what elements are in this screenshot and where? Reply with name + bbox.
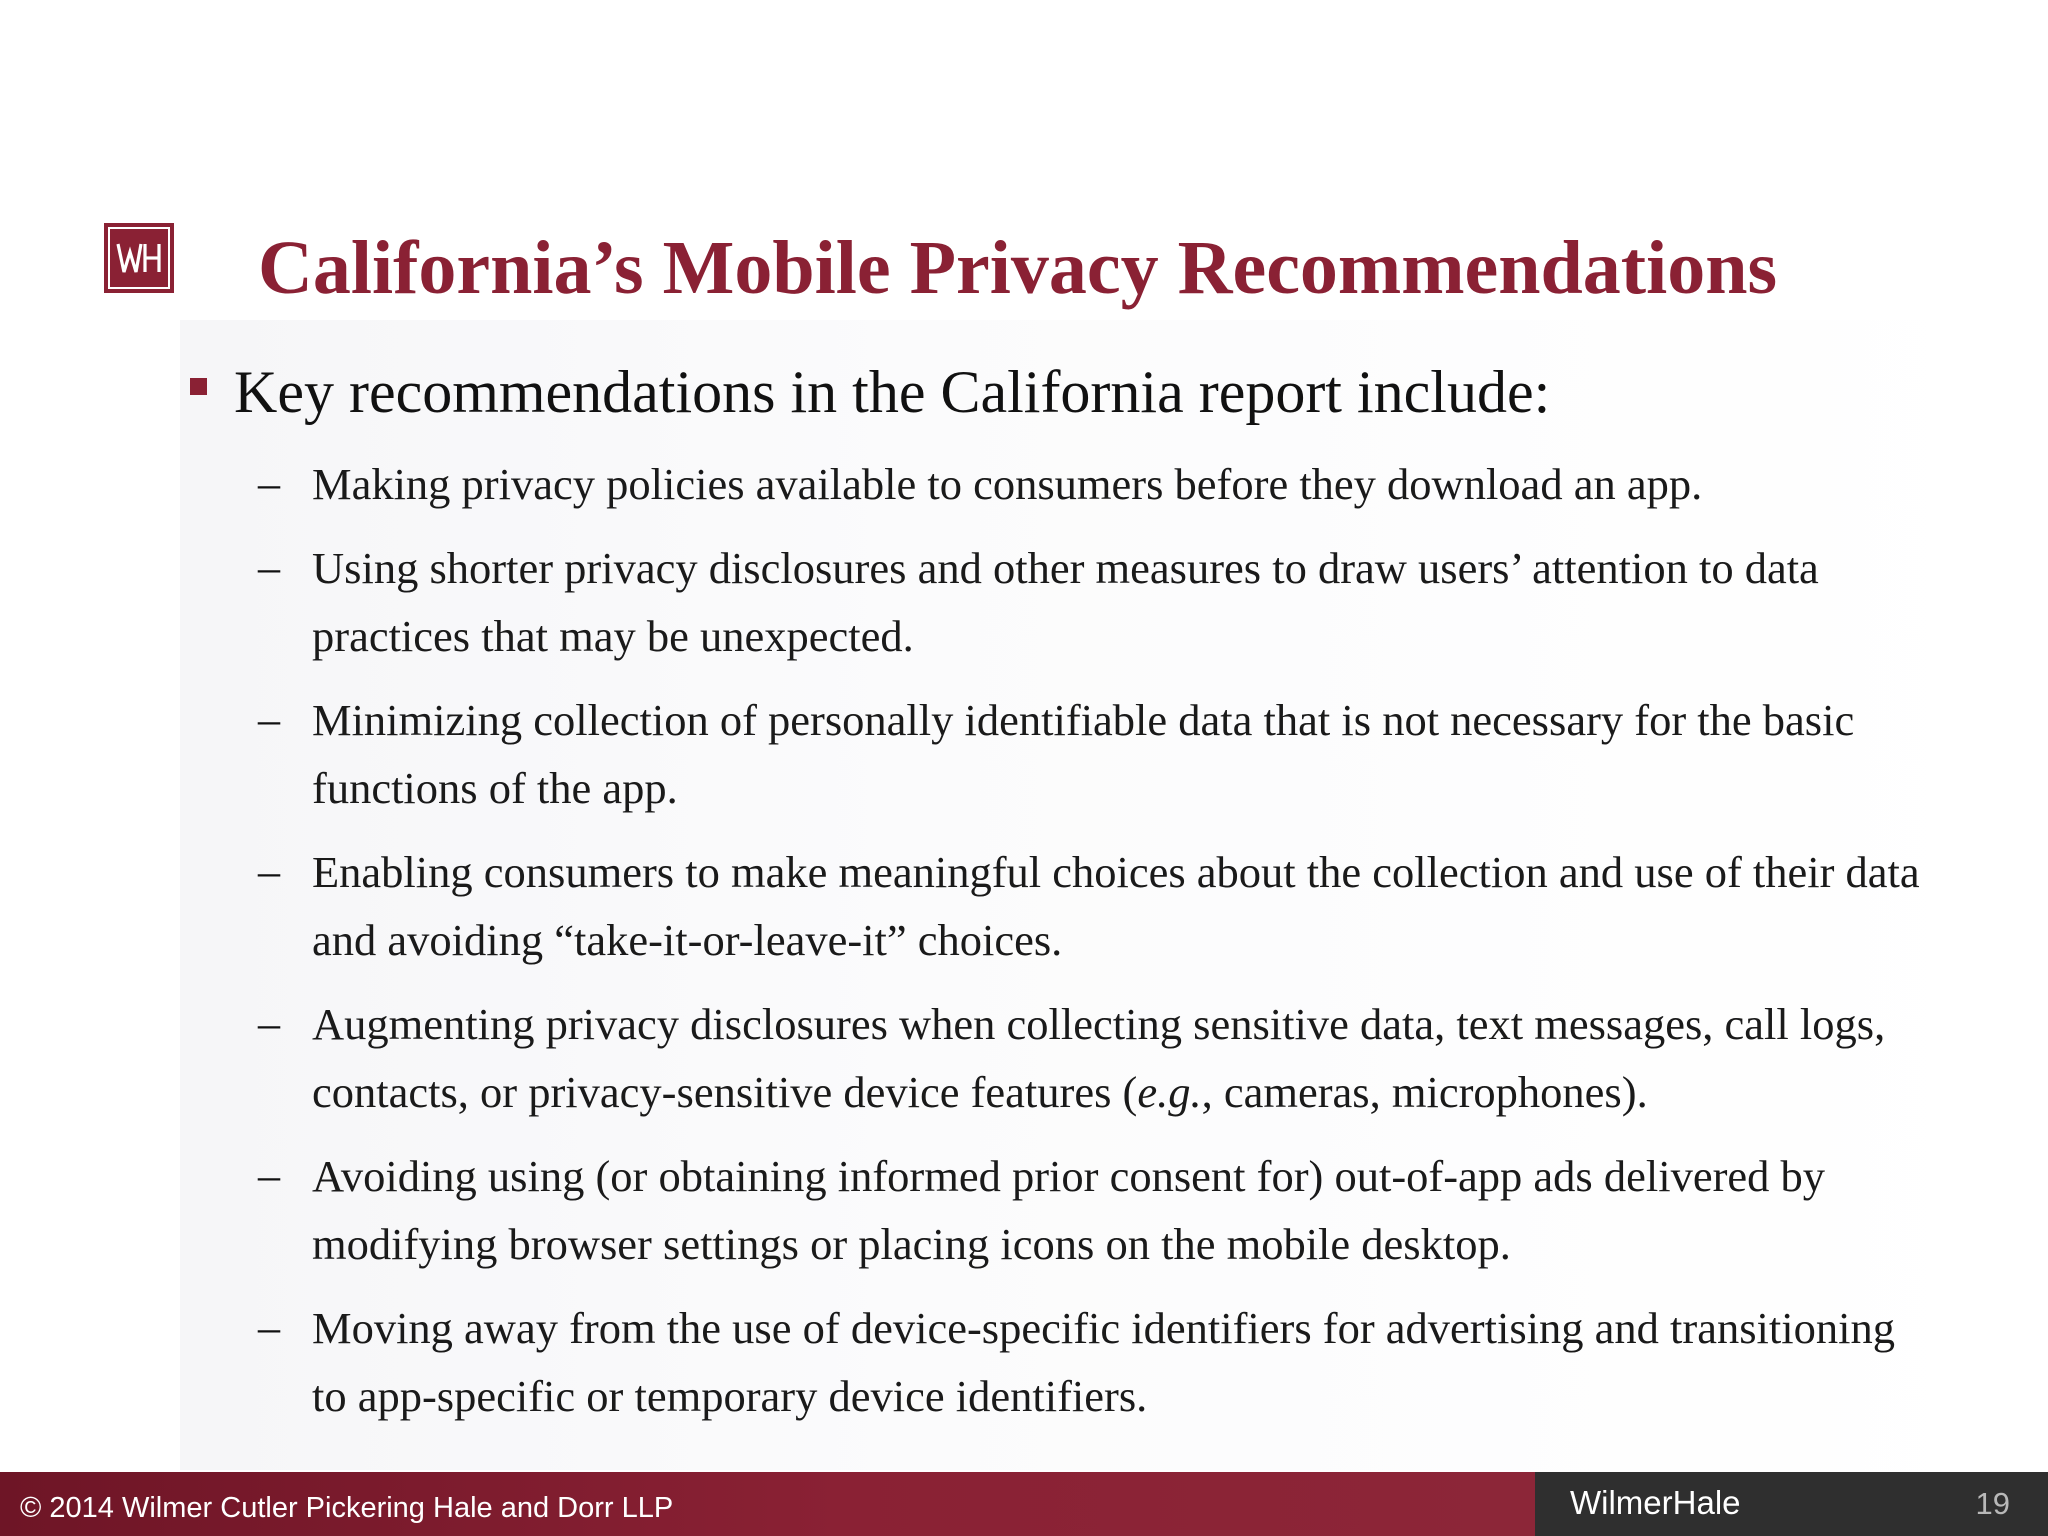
brand-name: WilmerHale [1570, 1484, 1741, 1521]
dash-bullet: – [258, 459, 280, 508]
list-item-italic: e.g. [1137, 1067, 1202, 1117]
list-item-text: Avoiding using (or obtaining informed prior consent for) out-of-app ads delivered by modifying browser settings or placing icons on the mobile desktop. [312, 1151, 1826, 1269]
list-item-text: Moving away from the use of device-specific identifiers for advertising and transitioning to app-specific or temporary device identifiers. [312, 1303, 1895, 1421]
recommendations-list [258, 450, 1938, 1446]
footer-brand-bar [1535, 1472, 2048, 1536]
list-item-text [312, 990, 1938, 1126]
main-bullet-text: Key recommendations in the California report include: [234, 359, 1551, 425]
list-item [258, 686, 1938, 822]
wh-logo-icon [104, 223, 174, 293]
dash-bullet: – [258, 543, 280, 592]
list-item [258, 1294, 1938, 1430]
list-item [258, 534, 1938, 670]
footer [0, 1472, 2048, 1536]
square-bullet-icon [190, 378, 207, 395]
dash-bullet: – [258, 695, 280, 744]
dash-bullet: – [258, 999, 280, 1048]
list-item [258, 838, 1938, 974]
list-item-text: Minimizing collection of personally identifiable data that is not necessary for the basic functions of the app. [312, 695, 1855, 813]
list-item [258, 1142, 1938, 1278]
page-number: 19 [1975, 1486, 2010, 1521]
dash-bullet: – [258, 1151, 280, 1200]
list-item-text: Making privacy policies available to consumers before they download an app. [312, 459, 1703, 509]
copyright-text: © 2014 Wilmer Cutler Pickering Hale and Dorr LLP [20, 1491, 674, 1524]
slide-title: California’s Mobile Privacy Recommendations [258, 226, 1778, 310]
wh-monogram-icon [114, 238, 164, 278]
main-bullet [190, 352, 1550, 432]
footer-copyright-bar [0, 1472, 1535, 1536]
list-item-text: Enabling consumers to make meaningful choices about the collection and use of their data and avoiding “take-it-or-leave-it” choices. [312, 847, 1920, 965]
list-item [258, 450, 1938, 518]
list-item-text-part: Augmenting privacy disclosures when collecting sensitive data, text messages, call logs, contacts, or privacy-sensitive device features ( [312, 999, 1886, 1117]
list-item-text: Using shorter privacy disclosures and other measures to draw users’ attention to data practices that may be unexpected. [312, 543, 1819, 661]
list-item-text-part: , cameras, microphones). [1201, 1067, 1648, 1117]
list-item [258, 990, 1938, 1126]
dash-bullet: – [258, 1303, 280, 1352]
dash-bullet: – [258, 847, 280, 896]
